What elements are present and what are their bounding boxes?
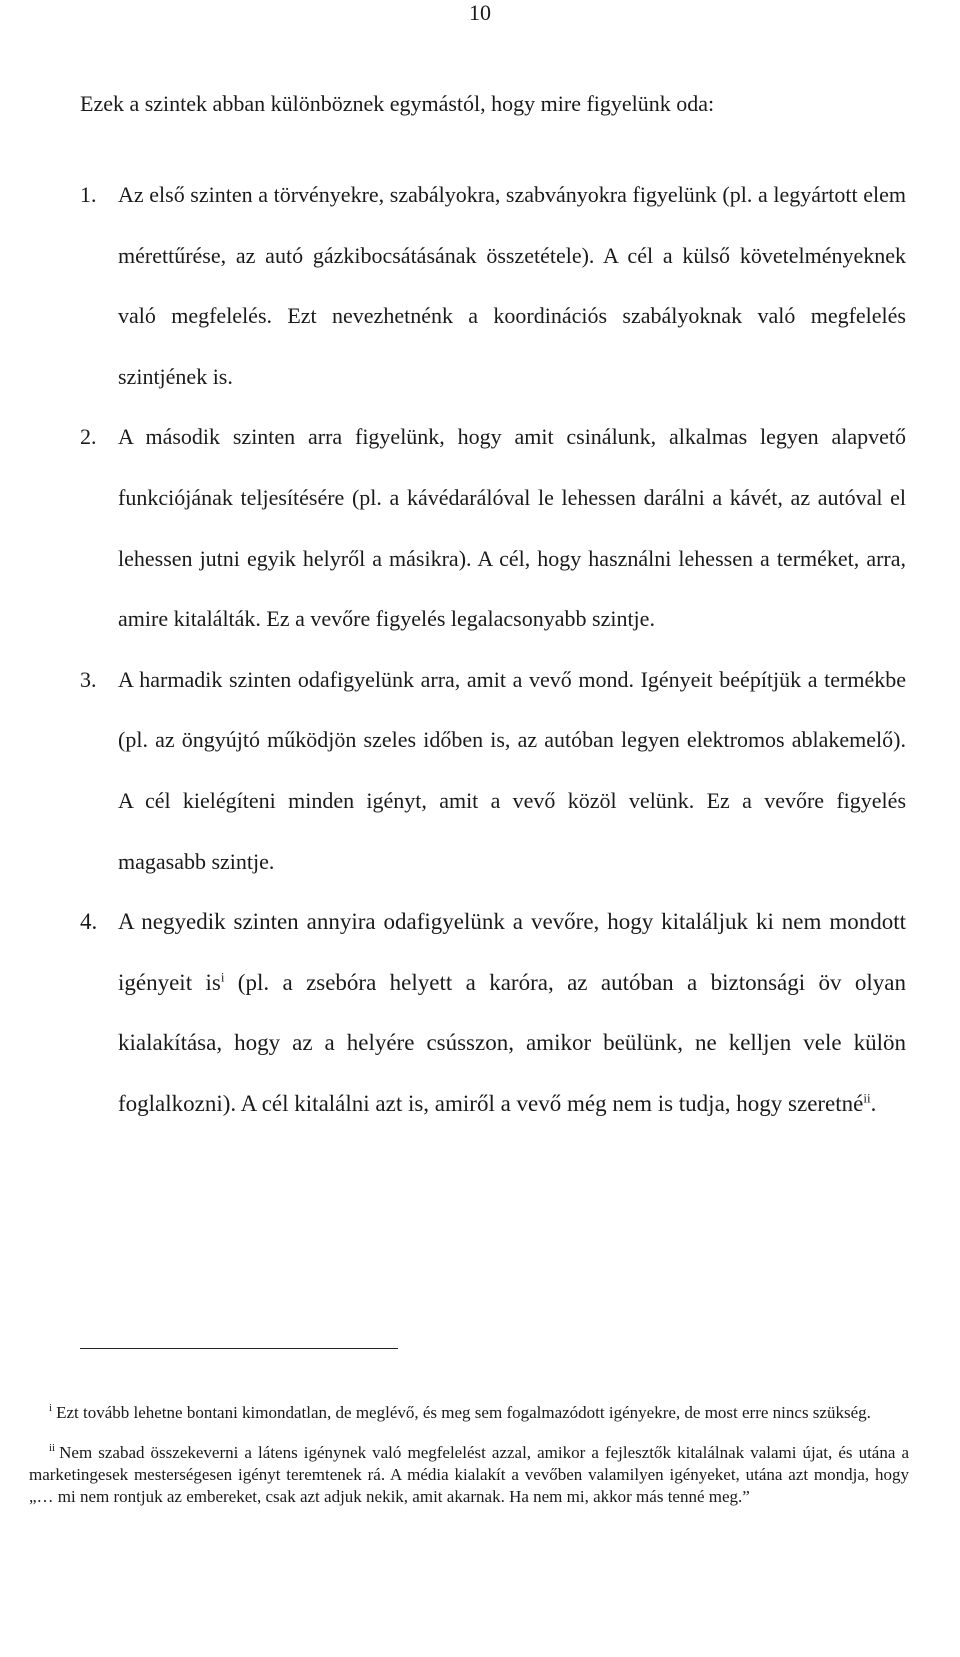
list-item-text: A harmadik szinten odafigyelünk arra, amit a vevő mond. Igényeit beépítjük a termékbe (pl. az öngyújtó működjön szeles időben is, az autóban legyen elektromos ablakemelő). A cél kielégíteni minden igényt, amit a vevő közöl velünk. Ez a vevőre figyelés magasabb szintje. <box>118 666 906 874</box>
list-item-text-part: (pl. a zsebóra helyett a karóra, az autóban a biztonsági öv olyan kialakítása, hogy az a helyére csússzon, amikor beülünk, ne kelljen vele külön foglalkozni). A cél kitalálni azt is, amiről a vevő még nem is tudja, hogy szeretné <box>118 969 907 1116</box>
footnote-text: Nem szabad összekeverni a látens igénynek való megfelelést azzal, amikor a fejlesztők kitalálnak valami újat, és utána a marketingesek mesterségesen igényt teremtenek rá. A média kialakít a vevőben valamilyen igényeket, utána azt mondja, hogy „… mi nem rontjuk az embereket, csak azt adjuk nekik, amit akarnak. Ha nem mi, akkor más tenné meg.” <box>29 1443 909 1506</box>
list-item <box>80 407 906 649</box>
footnote <box>29 1402 909 1424</box>
footnote-marker: i <box>49 1402 53 1415</box>
list-item-text-part: . <box>870 1090 877 1116</box>
list-item-text: A második szinten arra figyelünk, hogy amit csinálunk, alkalmas legyen alapvető funkciójának teljesítésére (pl. a kávédarálóval le lehessen darálni a kávét, az autóval el lehessen jutni egyik helyről a másikra). A cél, hogy használni lehessen a terméket, arra, amire kitalálták. Ez a vevőre figyelés legalacsonyabb szintje. <box>118 424 906 632</box>
page-number: 10 <box>469 0 491 25</box>
list-item <box>80 650 906 892</box>
footnote <box>29 1442 909 1508</box>
list-item <box>80 892 906 1134</box>
list-item-number: 1. <box>80 182 97 207</box>
list-item-text-part: A negyedik szinten annyira odafigyelünk a vevőre, hogy kitaláljuk ki nem mondott igényeit is <box>118 909 906 995</box>
intro-paragraph: Ezek a szintek abban különböznek egymástól, hogy mire figyelünk oda: <box>80 91 715 116</box>
footnote-separator <box>80 1348 398 1349</box>
footnote-marker: ii <box>49 1442 56 1455</box>
footnotes <box>29 1402 909 1508</box>
list-item-number: 4. <box>80 909 98 935</box>
footnote-reference: i <box>220 969 225 985</box>
footnote-text: Ezt tovább lehetne bontani kimondatlan, de meglévő, és meg sem fogalmazódott igényekre, de most erre nincs szükség. <box>56 1403 871 1422</box>
list-item-text: Az első szinten a törvényekre, szabályokra, szabványokra figyelünk (pl. a legyártott elem mérettűrése, az autó gázkibocsátásának összetétele). A cél a külső követelményeknek való megfelelés. Ezt nevezhetnénk a koordinációs szabályoknak való megfelelés szintjének is. <box>118 182 906 389</box>
list-item-number: 2. <box>80 424 97 450</box>
list-item <box>80 165 906 407</box>
list-item-text <box>118 892 906 1134</box>
level-list <box>80 165 906 1135</box>
list-item-number: 3. <box>80 666 97 692</box>
footnote-reference: ii <box>863 1090 871 1106</box>
